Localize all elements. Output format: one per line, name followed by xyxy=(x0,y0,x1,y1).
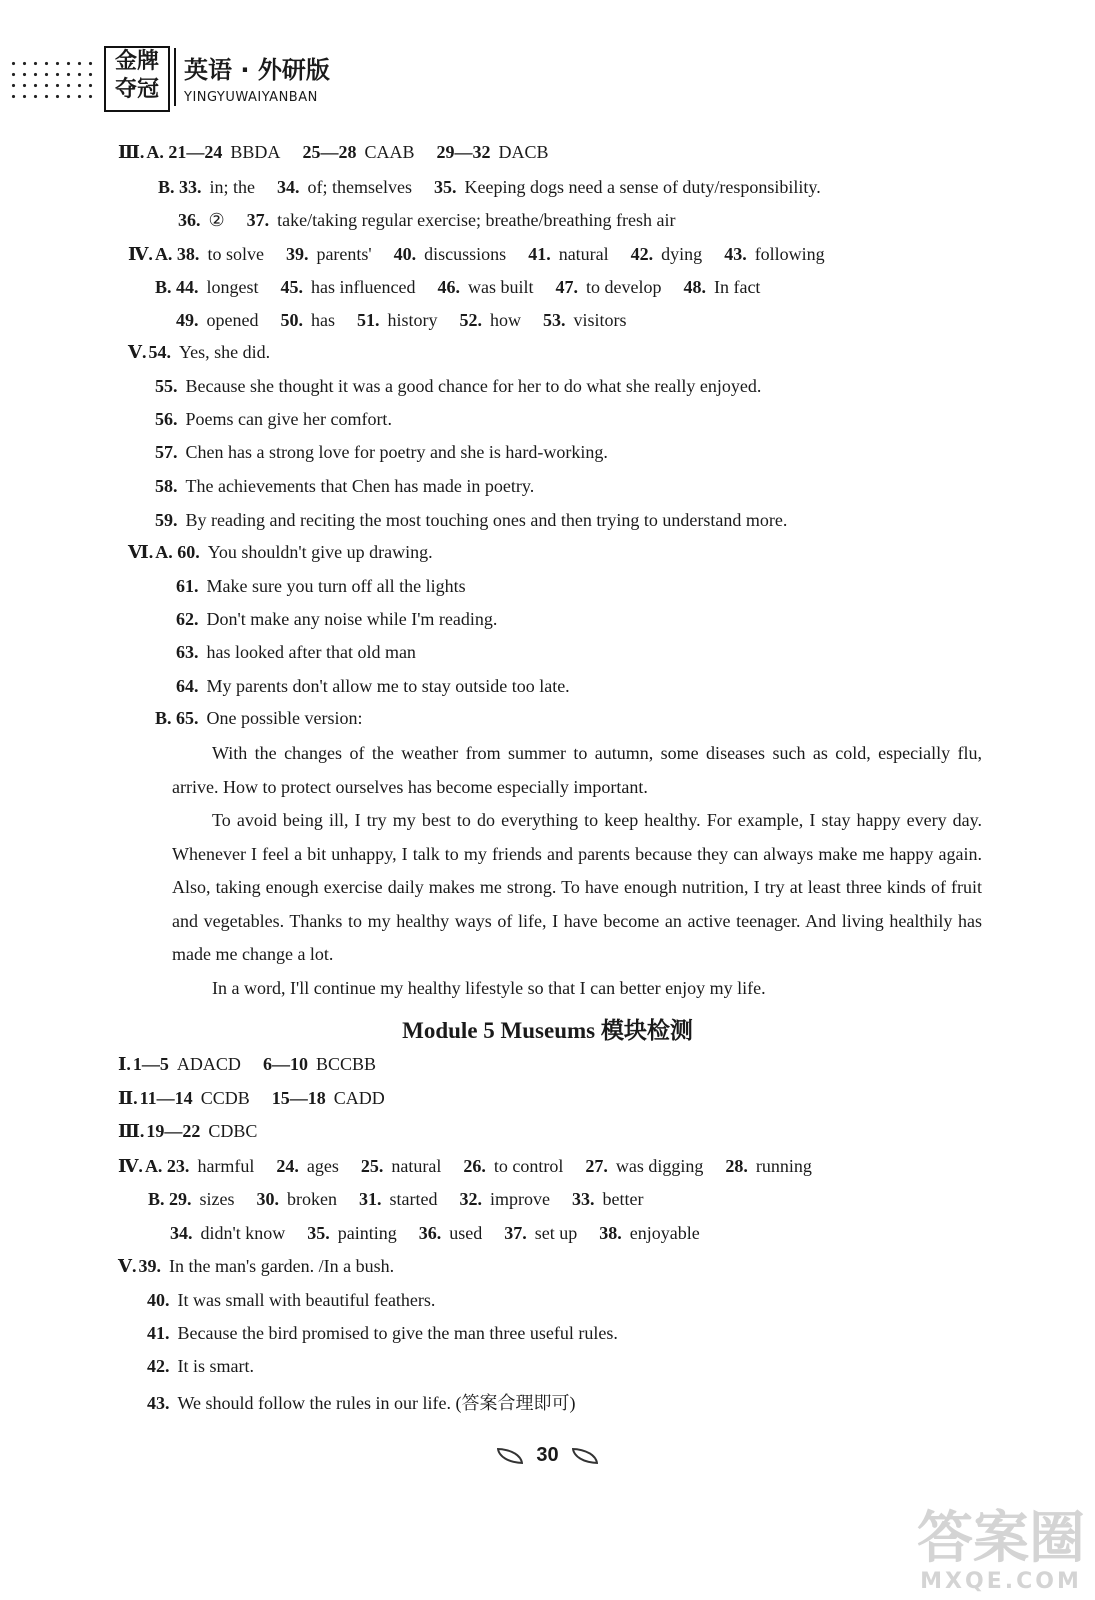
answer-text: Make sure you turn off all the lights xyxy=(206,576,466,596)
question-number: 49. xyxy=(176,310,199,330)
answer-line xyxy=(176,576,466,597)
question-number: 35. xyxy=(434,177,457,197)
question-number: 57. xyxy=(155,442,178,462)
page-number-area xyxy=(0,1444,1095,1467)
section-numeral: Ⅰ. xyxy=(118,1054,131,1074)
question-number: 53. xyxy=(543,310,566,330)
essay-paragraph: To avoid being ill, I try my best to do everything to keep healthy. For example, I stay happy every day. Whenever I feel a bit unhappy, I talk to my friends and parents because they can always make me happy again. Also, taking enough exercise daily makes me strong. To have enough nutrition, I try at least three kinds of fruit and vegetables. Thanks to my healthy ways of life, I have become an active teenager. And living healthily has made me change a lot. xyxy=(172,810,982,964)
answer-text: dying xyxy=(661,244,703,264)
answer-text: running xyxy=(755,1156,812,1176)
answer-text: harmful xyxy=(197,1156,255,1176)
question-number: 48. xyxy=(683,277,706,297)
answer-text: didn't know xyxy=(200,1223,286,1243)
answer-text: better xyxy=(602,1189,644,1209)
question-number: 41. xyxy=(147,1323,170,1343)
answer-text: The achievements that Chen has made in poetry. xyxy=(185,476,535,496)
answer-line xyxy=(155,510,787,531)
question-number: 28. xyxy=(725,1156,748,1176)
answer-text: Chen has a strong love for poetry and she is hard-working. xyxy=(185,442,608,462)
section-numeral: Ⅳ. xyxy=(118,1156,143,1176)
question-number: A. 23. xyxy=(144,1156,190,1176)
question-number: 15—18 xyxy=(271,1088,326,1108)
question-number: 19—22 xyxy=(146,1121,201,1141)
answer-line xyxy=(170,1223,700,1244)
answer-text: BCCBB xyxy=(315,1054,376,1074)
answer-text: natural xyxy=(558,244,609,264)
answer-text: how xyxy=(490,310,521,330)
header-divider xyxy=(174,48,176,106)
answer-text: DACB xyxy=(498,142,549,162)
question-number: A. 21—24 xyxy=(146,142,223,162)
answer-text: enjoyable xyxy=(629,1223,700,1243)
answer-text: CDBC xyxy=(208,1121,258,1141)
answer-line xyxy=(118,1088,385,1109)
leaf-icon xyxy=(572,1448,598,1464)
logo-line-1: 金牌 xyxy=(114,49,159,74)
answer-text: CCDB xyxy=(200,1088,250,1108)
answer-text: to control xyxy=(493,1156,564,1176)
answer-text: We should follow the rules in our life. (答案合理即可) xyxy=(177,1393,576,1413)
module-title: Module 5 Museums 模块检测 xyxy=(402,1018,693,1043)
question-number: 32. xyxy=(459,1189,482,1209)
logo-line-2: 夺冠 xyxy=(114,77,159,102)
answer-text: discussions xyxy=(424,244,507,264)
answer-text: has looked after that old man xyxy=(206,642,416,662)
question-number: 36. xyxy=(418,1223,442,1243)
answer-text: set up xyxy=(534,1223,578,1243)
question-number: 41. xyxy=(528,244,551,264)
answer-line xyxy=(155,442,608,463)
answer-text: has influenced xyxy=(311,277,416,297)
brand-logo xyxy=(104,46,170,112)
question-number: 58. xyxy=(155,476,178,496)
answer-text: ADACD xyxy=(176,1054,241,1074)
question-number: 39. xyxy=(138,1256,161,1276)
answer-text: take/taking regular exercise; breathe/breathing fresh air xyxy=(277,210,676,230)
question-number: 55. xyxy=(155,376,178,396)
question-number: 31. xyxy=(359,1189,382,1209)
question-number: 36. xyxy=(178,210,201,230)
question-number: B. 44. xyxy=(155,277,199,297)
question-number: 51. xyxy=(356,310,380,330)
answer-text: By reading and reciting the most touching ones and then trying to understand more. xyxy=(185,510,788,530)
question-number: 56. xyxy=(155,409,178,429)
question-number: 64. xyxy=(176,676,199,696)
answer-text: In the man's garden. /In a bush. xyxy=(168,1256,395,1276)
question-number: 54. xyxy=(148,342,171,362)
answer-line xyxy=(176,676,570,697)
answer-text: history xyxy=(387,310,438,330)
answer-line xyxy=(178,210,675,231)
answer-text: to solve xyxy=(207,244,264,264)
answer-line xyxy=(176,609,497,630)
section-numeral: Ⅵ. xyxy=(128,542,154,562)
answer-text: to develop xyxy=(585,277,662,297)
answer-text: Because she thought it was a good chance for her to do what she really enjoyed. xyxy=(185,376,762,396)
answer-line xyxy=(155,476,534,497)
answer-text: You shouldn't give up drawing. xyxy=(207,542,433,562)
watermark-text: 答案圈 xyxy=(917,1506,1085,1571)
question-number: B. 29. xyxy=(148,1189,192,1209)
book-title: 英语 · 外研版 xyxy=(184,56,330,84)
question-number: 47. xyxy=(555,277,578,297)
question-number: 46. xyxy=(437,277,460,297)
question-number: 39. xyxy=(285,244,309,264)
book-subtitle: YINGYUWAIYANBAN xyxy=(184,90,318,105)
question-number: 11—14 xyxy=(139,1088,193,1108)
answer-text: visitors xyxy=(573,310,627,330)
section-numeral: Ⅲ. xyxy=(118,1121,145,1141)
section-numeral: Ⅴ. xyxy=(128,342,147,362)
answer-line xyxy=(128,244,825,265)
question-number: 27. xyxy=(585,1156,608,1176)
answer-text: ② xyxy=(208,210,225,230)
question-number: 35. xyxy=(307,1223,330,1243)
answer-text: It was small with beautiful feathers. xyxy=(177,1290,436,1310)
answer-line xyxy=(176,310,627,331)
question-number: 43. xyxy=(724,244,747,264)
section-numeral: Ⅴ. xyxy=(118,1256,137,1276)
answer-line xyxy=(118,1121,257,1142)
answer-line xyxy=(147,1290,435,1311)
answer-line xyxy=(147,1356,254,1377)
question-number: 50. xyxy=(280,310,303,330)
answer-text: was digging xyxy=(615,1156,704,1176)
question-number: 61. xyxy=(176,576,199,596)
answer-text: Don't make any noise while I'm reading. xyxy=(206,609,498,629)
question-number: 45. xyxy=(280,277,304,297)
answer-text: in; the xyxy=(209,177,256,197)
question-number: B. 65. xyxy=(155,708,199,728)
section-numeral: Ⅱ. xyxy=(118,1088,138,1108)
answer-line xyxy=(118,1156,812,1177)
watermark xyxy=(917,1506,1085,1594)
answer-line xyxy=(176,642,416,663)
answer-text: broken xyxy=(287,1189,337,1209)
question-number: 63. xyxy=(176,642,199,662)
answer-line xyxy=(128,342,270,363)
question-number: A. 60. xyxy=(155,542,200,562)
answer-text: Because the bird promised to give the man three useful rules. xyxy=(177,1323,618,1343)
section-numeral: Ⅳ. xyxy=(128,244,153,264)
answer-text: natural xyxy=(391,1156,442,1176)
question-number: 25—28 xyxy=(302,142,357,162)
answer-text: longest xyxy=(206,277,259,297)
answer-text: Yes, she did. xyxy=(178,342,271,362)
question-number: 29—32 xyxy=(436,142,491,162)
answer-text: Keeping dogs need a sense of duty/responsibility. xyxy=(464,177,821,197)
answer-text: improve xyxy=(489,1189,550,1209)
section-numeral: Ⅲ. xyxy=(118,142,145,162)
answer-text: It is smart. xyxy=(177,1356,254,1376)
question-number: 43. xyxy=(147,1393,170,1413)
answer-line xyxy=(155,409,392,430)
leaf-icon xyxy=(497,1448,523,1464)
question-number: 34. xyxy=(170,1223,193,1243)
essay-paragraph: With the changes of the weather from summer to autumn, some diseases such as cold, especially flu, arrive. How to protect ourselves has become especially important. xyxy=(172,743,982,797)
question-number: 40. xyxy=(393,244,417,264)
page-number: 30 xyxy=(536,1444,559,1466)
answer-text: sizes xyxy=(199,1189,235,1209)
answer-text: CAAB xyxy=(364,142,415,162)
question-number: 42. xyxy=(630,244,654,264)
question-number: 37. xyxy=(504,1223,527,1243)
answer-text: of; themselves xyxy=(307,177,412,197)
question-number: 30. xyxy=(256,1189,280,1209)
header-dot-pattern xyxy=(8,58,96,102)
answer-text: has xyxy=(310,310,335,330)
answer-line xyxy=(155,277,760,298)
answer-text: My parents don't allow me to stay outside too late. xyxy=(206,676,570,696)
answer-text: BBDA xyxy=(230,142,281,162)
answer-line xyxy=(155,708,363,729)
answer-line xyxy=(155,376,761,397)
question-number: 24. xyxy=(276,1156,299,1176)
question-number: 6—10 xyxy=(262,1054,308,1074)
answer-line xyxy=(147,1389,576,1415)
answer-text: painting xyxy=(337,1223,397,1243)
answer-text: CADD xyxy=(333,1088,385,1108)
question-number: 62. xyxy=(176,609,199,629)
answer-text: ages xyxy=(306,1156,339,1176)
essay xyxy=(172,737,982,1005)
answer-line xyxy=(147,1323,618,1344)
answer-line xyxy=(158,177,821,198)
answer-line xyxy=(128,542,433,563)
essay-paragraph: In a word, I'll continue my healthy lifestyle so that I can better enjoy my life. xyxy=(212,977,766,998)
answer-text: In fact xyxy=(713,277,761,297)
question-number: A. 38. xyxy=(154,244,200,264)
answer-text: used xyxy=(449,1223,483,1243)
answer-line xyxy=(118,1054,376,1075)
question-number: B. 33. xyxy=(158,177,202,197)
question-number: 33. xyxy=(571,1189,595,1209)
answer-text: following xyxy=(754,244,825,264)
answer-text: started xyxy=(389,1189,438,1209)
question-number: 59. xyxy=(155,510,178,530)
answer-text: One possible version: xyxy=(206,708,363,728)
answer-line xyxy=(118,142,548,163)
question-number: 40. xyxy=(147,1290,170,1310)
question-number: 26. xyxy=(463,1156,486,1176)
answer-text: was built xyxy=(467,277,534,297)
question-number: 37. xyxy=(246,210,270,230)
question-number: 52. xyxy=(459,310,482,330)
question-number: 25. xyxy=(360,1156,384,1176)
answer-line xyxy=(148,1189,643,1210)
answer-text: Poems can give her comfort. xyxy=(185,409,392,429)
question-number: 42. xyxy=(147,1356,170,1376)
answer-text: parents' xyxy=(316,244,372,264)
answer-text: opened xyxy=(206,310,259,330)
question-number: 1—5 xyxy=(132,1054,169,1074)
answer-line xyxy=(118,1256,394,1277)
watermark-url: MXQE.COM xyxy=(920,1569,1082,1594)
question-number: 38. xyxy=(599,1223,622,1243)
question-number: 34. xyxy=(277,177,300,197)
